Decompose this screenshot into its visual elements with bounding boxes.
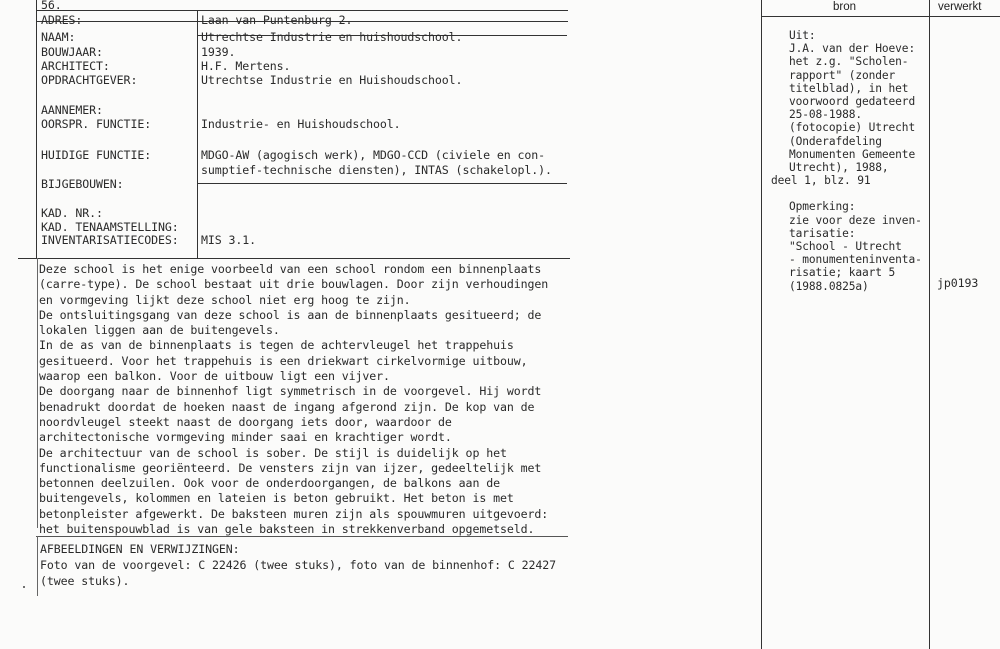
bron-line: Opmerking:	[789, 200, 856, 214]
label-opdrachtgever: OPDRACHTGEVER:	[41, 73, 138, 87]
label-oorspr-functie: OORSPR. FUNCTIE:	[41, 117, 152, 131]
value-naam: Utrechtse Industrie en huishoudschool.	[201, 30, 463, 44]
bron-line: het z.g. "Scholen-	[789, 55, 909, 69]
label-architect: ARCHITECT:	[41, 59, 110, 73]
bron-line: Utrecht), 1988,	[789, 161, 889, 175]
bron-right-rule	[929, 0, 930, 649]
description-line: betonnen deelzuilen. Ook voor de onderdoorgangen, de balkons aan de	[39, 476, 500, 491]
bron-line: - monumenteninventa-	[789, 253, 922, 267]
bron-line: rapport" (zonder	[789, 68, 896, 82]
left-rule	[36, 0, 37, 258]
description-line: benadrukt doordat de hoeken naast de ingang afgerond zijn. De kop van de	[39, 399, 535, 414]
label-kad-tenaamstelling: KAD. TENAAMSTELLING:	[41, 220, 179, 234]
illustrations-left-rule	[37, 536, 38, 596]
description-text	[39, 262, 579, 537]
description-line: De doorgang naar de binnenhof ligt symmetrisch in de voorgevel. Hij wordt	[39, 384, 542, 399]
column-divider	[197, 10, 198, 258]
description-line: gesitueerd. Voor het trappehuis is een driekwart cirkelvormige uitbouw,	[39, 353, 528, 368]
label-bijgebouwen: BIJGEBOUWEN:	[41, 177, 124, 191]
value-adres: Laan van Puntenburg 2.	[201, 13, 353, 27]
label-kad-nr: KAD. NR.:	[41, 206, 103, 220]
description-line: en vormgeving lijkt deze school niet erg hoog te zijn.	[39, 292, 411, 307]
header-underline	[761, 16, 1000, 17]
bron-line: (1988.0825a)	[789, 279, 869, 293]
bron-line: (fotocopie) Utrecht	[789, 121, 916, 135]
bron-line: tarisatie:	[789, 226, 856, 240]
bron-header: bron	[833, 1, 857, 13]
description-line: De architectuur van de school is sober. De stijl is duidelijk op het	[39, 445, 507, 460]
label-aannemer: AANNEMER:	[41, 103, 103, 117]
bron-left-rule	[761, 0, 762, 649]
bron-line: voorwoord gedateerd	[789, 95, 916, 109]
record-number: 56.	[41, 0, 62, 12]
bron-line: (Onderafdeling	[789, 134, 882, 148]
description-line: functionalisme georiënteerd. De vensters zijn van ijzer, gedeeltelijk met	[39, 460, 542, 475]
label-bouwjaar: BOUWJAAR:	[41, 45, 103, 59]
description-line: (carre-type). De school bestaat uit drie bouwlagen. Door zijn verhoudingen	[39, 277, 549, 292]
verwerkt-code: jp0193	[937, 276, 979, 290]
bron-text	[771, 29, 922, 293]
value-architect: H.F. Mertens.	[201, 59, 291, 73]
value-inventarisatiecodes: MIS 3.1.	[201, 233, 257, 247]
description-line: het buitenspouwblad is van gele baksteen in strekkenverband opgemetseld.	[39, 522, 535, 537]
value-opdrachtgever: Utrechtse Industrie en Huishoudschool.	[201, 73, 463, 87]
bron-line: risatie; kaart 5	[789, 266, 896, 280]
label-huidige-functie: HUIDIGE FUNCTIE:	[41, 148, 152, 162]
description-line: In de as van de binnenplaats is tegen de achtervleugel het trappehuis	[39, 338, 514, 353]
bron-line: zie voor deze inven-	[789, 213, 922, 227]
description-line: architectonische vormgeving minder saai en krachtiger wordt.	[39, 430, 452, 445]
top-rule	[36, 10, 568, 11]
illustrations-line: (twee stuks).	[40, 574, 130, 588]
bron-line: Monumenten Gemeente	[789, 147, 916, 161]
description-line: Deze school is het enige voorbeeld van een school rondom een binnenplaats	[39, 262, 542, 276]
description-line: betonpleister afgewerkt. De baksteen muren zijn als spouwmuren uitgevoerd:	[39, 506, 549, 521]
description-line: noordvleugel steekt naast de doorgang iets door, waardoor de	[39, 414, 452, 429]
bron-line: "School - Utrecht	[789, 240, 902, 254]
description-line: waarop een balkon. Voor de uitbouw ligt een vijver.	[39, 369, 390, 384]
description-line: buitengevels, kolommen en lateien is beton gebruikt. Het beton is met	[39, 491, 514, 506]
function-rule	[197, 183, 567, 184]
bron-line	[789, 187, 922, 200]
fields-bottom-rule	[18, 258, 570, 259]
value-huidige-functie: MDGO-AW (agogisch werk), MDGO-CCD (civiele en con-	[201, 148, 546, 162]
value-oorspr-functie: Industrie- en Huishoudschool.	[201, 117, 401, 131]
value-huidige-functie-cont: sumptief-technische diensten), INTAS (schakelopl.).	[201, 163, 552, 177]
body-left-rule	[37, 258, 38, 528]
verwerkt-header: verwerkt	[938, 1, 982, 13]
bron-line: 25-08-1988.	[789, 108, 862, 122]
description-line: lokalen liggen aan de buitengevels.	[39, 323, 280, 338]
label-adres: ADRES:	[41, 13, 83, 27]
bron-line: deel 1, blz. 91	[771, 174, 871, 188]
label-inventarisatiecodes: INVENTARISATIECODES:	[41, 233, 179, 247]
illustrations-line: Foto van de voorgevel: C 22426 (twee stuks), foto van de binnenhof: C 22427	[40, 558, 557, 572]
bron-line: Uit:	[789, 29, 816, 42]
label-naam: NAAM:	[41, 30, 76, 44]
bron-line: titelblad), in het	[789, 81, 909, 95]
value-bouwjaar: 1939.	[201, 45, 236, 59]
bron-line: J.A. van der Hoeve:	[789, 42, 916, 56]
description-line: De ontsluitingsgang van deze school is aan de binnenplaats gesitueerd; de	[39, 307, 542, 322]
margin-dot	[23, 586, 25, 588]
illustrations-heading: AFBEELDINGEN EN VERWIJZINGEN:	[40, 542, 240, 556]
